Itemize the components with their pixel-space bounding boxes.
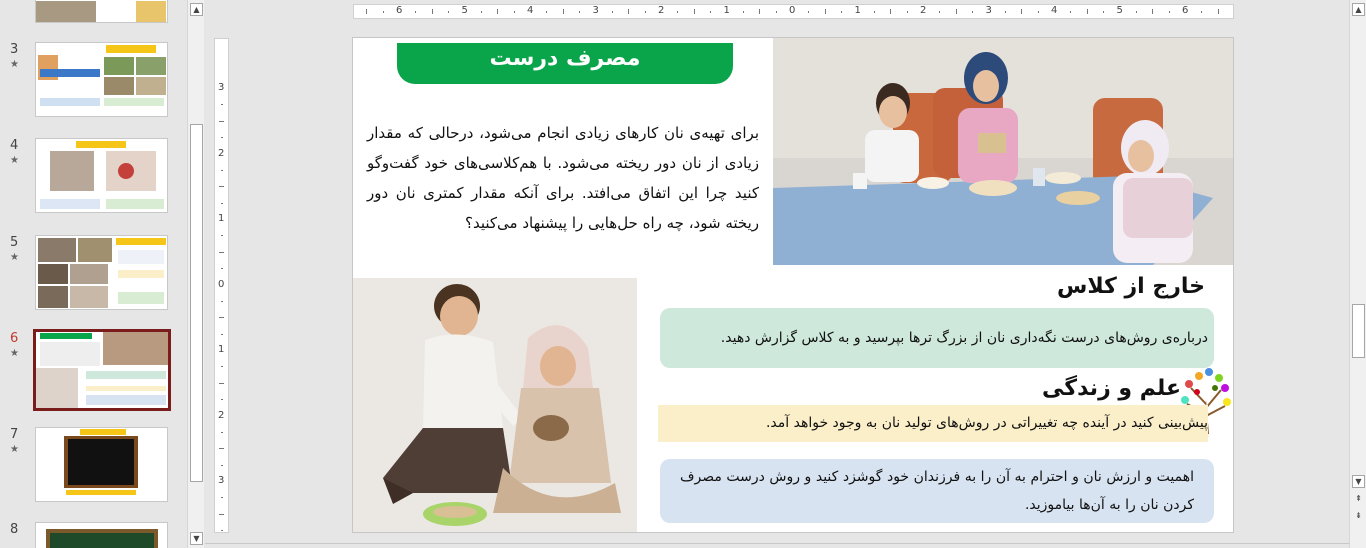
ruler-tick: [1038, 11, 1039, 13]
animation-star-icon: ★: [10, 252, 19, 263]
next-slide-icon[interactable]: ⇟: [1355, 511, 1362, 520]
ruler-number: 2: [658, 5, 665, 16]
thumbnail-preview[interactable]: [35, 235, 168, 310]
animation-star-icon: ★: [10, 444, 19, 455]
thumbnail-number: 8: [10, 522, 19, 537]
vertical-ruler[interactable]: [214, 38, 229, 533]
ruler-tick: [221, 170, 223, 171]
ruler-tick: [628, 9, 629, 14]
ruler-number: 5: [461, 5, 468, 16]
ruler-tick: [694, 9, 695, 14]
ruler-tick: [1169, 11, 1170, 13]
science-and-life-text-box[interactable]: پیش‌بینی کنید در آینده چه تغییراتی در روش‌های تولید نان به وجود خواهد آمد.: [658, 405, 1208, 442]
ruler-number: 3: [985, 5, 992, 16]
ruler-tick: [907, 11, 908, 13]
ruler-tick: [743, 11, 744, 13]
ruler-tick: [221, 399, 223, 400]
slide-title[interactable]: مصرف درست: [489, 46, 641, 71]
ruler-tick: [710, 11, 711, 13]
ruler-tick: [874, 11, 875, 13]
scrollbar-thumb[interactable]: [190, 124, 203, 482]
science-and-life-heading[interactable]: علم و زندگی: [1042, 376, 1181, 401]
ruler-tick: [645, 11, 646, 13]
ruler-number: 0: [218, 278, 225, 290]
ruler-tick: [1005, 11, 1006, 13]
bottom-divider: [205, 543, 1349, 544]
values-note-text-box[interactable]: اهمیت و ارزش نان و احترام به آن را به فرزندان خود گوشزد کنید و روش درست مصرف کردن نان را به آن‌ها بیاموزید.: [660, 459, 1214, 523]
ruler-number: 2: [218, 409, 225, 421]
ruler-tick: [514, 11, 515, 13]
ruler-number: 0: [789, 5, 796, 16]
ruler-tick: [221, 497, 223, 498]
thumbnail-number: 6: [10, 331, 19, 346]
ruler-tick: [677, 11, 678, 13]
ruler-number: 6: [396, 5, 403, 16]
ruler-number: 4: [527, 5, 534, 16]
ruler-tick: [890, 9, 891, 14]
family-breakfast-illustration: [773, 38, 1234, 265]
ruler-tick: [221, 235, 223, 236]
scroll-up-icon[interactable]: ▲: [190, 3, 203, 16]
thumbnail-number: 4: [10, 138, 19, 153]
ruler-tick: [808, 11, 809, 13]
animation-star-icon: ★: [10, 155, 19, 166]
ruler-tick: [221, 366, 223, 367]
thumbnail-scrollbar[interactable]: [187, 0, 204, 548]
ruler-tick: [939, 11, 940, 13]
thumbnail-number: 3: [10, 42, 19, 57]
thumbnail-preview[interactable]: [35, 522, 168, 548]
body-text-box[interactable]: برای تهیه‌ی نان کارهای زیادی انجام می‌شود، درحالی که مقدار زیادی از نان دور ریخته می‌شود. با هم‌کلاسی‌های خود گفت‌وگو کنید چرا این اتفاق می‌افتد. برای آنکه مقدار کمتری نان دور ریخته شود، چه راه حل‌هایی را پیشنهاد می‌کنید؟: [367, 124, 759, 232]
slide-thumbnail-pane[interactable]: [0, 0, 205, 548]
ruler-tick: [221, 104, 223, 105]
ruler-tick: [219, 121, 224, 122]
ruler-number: 2: [218, 147, 225, 159]
ruler-tick: [759, 9, 760, 14]
ruler-number: 3: [218, 82, 225, 93]
horizontal-ruler[interactable]: [353, 4, 1234, 19]
ruler-tick: [221, 432, 223, 433]
ruler-number: 1: [723, 5, 730, 16]
ruler-tick: [563, 9, 564, 14]
ruler-tick: [366, 9, 367, 14]
ruler-tick: [546, 11, 547, 13]
ruler-number: 3: [218, 475, 225, 486]
ruler-number: 3: [592, 5, 599, 16]
thumbnail-number: 7: [10, 427, 19, 442]
ruler-tick: [612, 11, 613, 13]
ruler-number: 5: [1116, 5, 1123, 16]
ruler-tick: [956, 9, 957, 14]
ruler-tick: [219, 317, 224, 318]
ruler-tick: [841, 11, 842, 13]
thumbnail-preview[interactable]: [35, 427, 168, 502]
ruler-number: 1: [218, 344, 225, 355]
thumbnail-preview[interactable]: [35, 42, 168, 117]
ruler-tick: [972, 11, 973, 13]
ruler-tick: [219, 383, 224, 384]
ruler-tick: [383, 11, 384, 13]
scroll-up-icon[interactable]: ▲: [1352, 3, 1365, 16]
thumbnail-preview[interactable]: [33, 329, 171, 411]
ruler-number: 2: [920, 5, 927, 16]
ruler-tick: [221, 465, 223, 466]
family-breakfast-photo[interactable]: [773, 38, 1234, 265]
ruler-tick: [497, 9, 498, 14]
animation-star-icon: ★: [10, 348, 19, 359]
slide-canvas[interactable]: [352, 37, 1234, 533]
ruler-tick: [219, 186, 224, 187]
animation-star-icon: ★: [10, 59, 19, 70]
ruler-tick: [221, 301, 223, 302]
ruler-tick: [1103, 11, 1104, 13]
ruler-tick: [221, 203, 223, 204]
ruler-number: 1: [218, 213, 225, 224]
ruler-tick: [448, 11, 449, 13]
scroll-down-icon[interactable]: ▼: [1352, 475, 1365, 488]
ruler-tick: [776, 11, 777, 13]
outside-class-heading[interactable]: خارج از کلاس: [1056, 274, 1205, 299]
ruler-number: 1: [854, 5, 861, 16]
thumbnail-preview[interactable]: [35, 138, 168, 213]
ruler-tick: [1136, 11, 1137, 13]
scroll-down-icon[interactable]: ▼: [190, 532, 203, 545]
ruler-tick: [1070, 11, 1071, 13]
ruler-tick: [432, 9, 433, 14]
ruler-tick: [221, 268, 223, 269]
ruler-number: 4: [1051, 5, 1058, 16]
ruler-tick: [219, 448, 224, 449]
ruler-tick: [221, 530, 223, 531]
ruler-tick: [1087, 9, 1088, 14]
ruler-number: 6: [1182, 5, 1189, 16]
scrollbar-thumb[interactable]: [1352, 304, 1365, 358]
ruler-tick: [221, 334, 223, 335]
previous-slide-icon[interactable]: ⇞: [1355, 494, 1362, 503]
outside-class-text-box[interactable]: درباره‌ی روش‌های درست نگه‌داری نان از بزرگ ترها بپرسید و به کلاس گزارش دهید.: [660, 308, 1214, 368]
ruler-tick: [1218, 9, 1219, 14]
ruler-tick: [221, 137, 223, 138]
thumbnail-preview[interactable]: [35, 0, 168, 23]
ruler-tick: [1201, 11, 1202, 13]
ruler-tick: [481, 11, 482, 13]
ruler-tick: [579, 11, 580, 13]
ruler-tick: [415, 11, 416, 13]
ruler-tick: [825, 9, 826, 14]
ruler-tick: [1021, 9, 1022, 14]
ruler-tick: [219, 514, 224, 515]
ruler-tick: [219, 252, 224, 253]
ruler-tick: [1152, 9, 1153, 14]
thumbnail-number: 5: [10, 235, 19, 250]
children-sorting-bread-photo[interactable]: [353, 278, 637, 533]
slide-scrollbar[interactable]: [1349, 0, 1366, 548]
children-illustration: [353, 278, 637, 533]
